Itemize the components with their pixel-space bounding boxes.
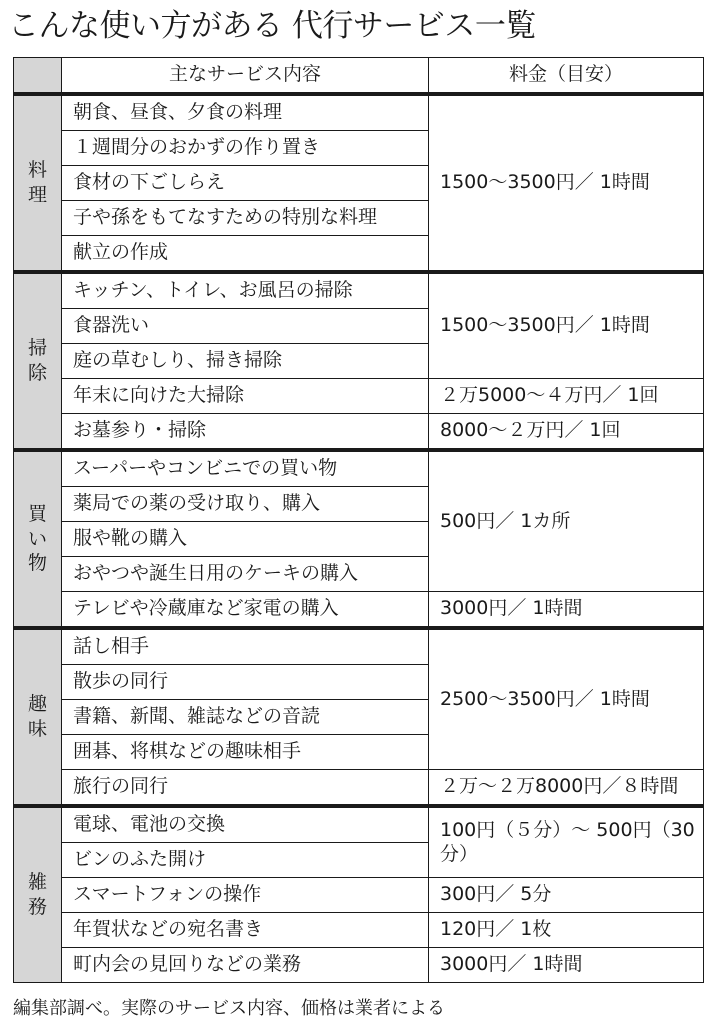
- table-header-row: [14, 58, 704, 95]
- service-item: 朝食、昼食、夕食の料理: [62, 94, 429, 131]
- category-cell: [14, 628, 62, 806]
- table-row: [14, 628, 704, 665]
- price-cell: 1500〜3500円／ 1時間: [429, 94, 704, 272]
- category-label: 趣味: [27, 693, 47, 740]
- category-cell: [14, 806, 62, 983]
- table-row: [14, 913, 704, 948]
- service-item: 電球、電池の交換: [62, 806, 429, 843]
- service-item: スーパーやコンビニでの買い物: [62, 450, 429, 487]
- service-item: 薬局での薬の受け取り、購入: [62, 487, 429, 522]
- price-cell: 3000円／ 1時間: [429, 592, 704, 629]
- price-cell: ２万〜２万8000円／８時間: [429, 770, 704, 807]
- service-item: 服や靴の購入: [62, 522, 429, 557]
- service-item: 書籍、新聞、雑誌などの音読: [62, 700, 429, 735]
- service-table: [13, 57, 704, 983]
- service-item: 散歩の同行: [62, 665, 429, 700]
- service-item: キッチン、トイレ、お風呂の掃除: [62, 272, 429, 309]
- header-content: 主なサービス内容: [62, 58, 429, 95]
- price-cell: 500円／ 1カ所: [429, 450, 704, 592]
- service-item: １週間分のおかずの作り置き: [62, 131, 429, 166]
- footnote: 編集部調べ。実際のサービス内容、価格は業者による: [13, 998, 445, 1019]
- header-corner-cell: [14, 58, 62, 95]
- table-row: [14, 592, 704, 629]
- table-row: [14, 450, 704, 487]
- service-item: 町内会の見回りなどの業務: [62, 948, 429, 983]
- price-cell: 3000円／ 1時間: [429, 948, 704, 983]
- service-item: 食材の下ごしらえ: [62, 166, 429, 201]
- service-item: スマートフォンの操作: [62, 878, 429, 913]
- category-label: 買い物: [27, 502, 47, 575]
- table-row: [14, 770, 704, 807]
- category-label: 掃除: [27, 337, 47, 384]
- table-row: [14, 878, 704, 913]
- service-item: 食器洗い: [62, 309, 429, 344]
- service-item: お墓参り・掃除: [62, 414, 429, 451]
- service-item: 子や孫をもてなすための特別な料理: [62, 201, 429, 236]
- service-item: おやつや誕生日用のケーキの購入: [62, 557, 429, 592]
- service-item: 旅行の同行: [62, 770, 429, 807]
- price-cell: 300円／ 5分: [429, 878, 704, 913]
- page-title: こんな使い方がある 代行サービス一覧: [8, 8, 536, 44]
- price-cell: ２万5000〜４万円／ 1回: [429, 379, 704, 414]
- table-row: [14, 948, 704, 983]
- service-item: 年末に向けた大掃除: [62, 379, 429, 414]
- service-item: テレビや冷蔵庫など家電の購入: [62, 592, 429, 629]
- service-item: 話し相手: [62, 628, 429, 665]
- category-cell: [14, 94, 62, 272]
- table-row: [14, 272, 704, 309]
- service-item: 年賀状などの宛名書き: [62, 913, 429, 948]
- price-cell: 2500〜3500円／ 1時間: [429, 628, 704, 770]
- service-item: 献立の作成: [62, 236, 429, 273]
- header-price: 料金（目安）: [429, 58, 704, 95]
- table-body: [14, 94, 704, 983]
- table-row: [14, 94, 704, 131]
- service-item: 庭の草むしり、掃き掃除: [62, 344, 429, 379]
- price-cell: 1500〜3500円／ 1時間: [429, 272, 704, 379]
- price-cell: 8000〜２万円／ 1回: [429, 414, 704, 451]
- table-row: [14, 379, 704, 414]
- price-cell: 120円／ 1枚: [429, 913, 704, 948]
- category-label: 料理: [27, 159, 47, 206]
- category-label: 雑務: [27, 871, 47, 918]
- table-row: [14, 806, 704, 843]
- service-item: 囲碁、将棋などの趣味相手: [62, 735, 429, 770]
- category-cell: [14, 272, 62, 450]
- table-row: [14, 414, 704, 451]
- service-item: ビンのふた開け: [62, 843, 429, 878]
- category-cell: [14, 450, 62, 628]
- price-cell: 100円（５分）〜 500円（30分）: [429, 806, 704, 878]
